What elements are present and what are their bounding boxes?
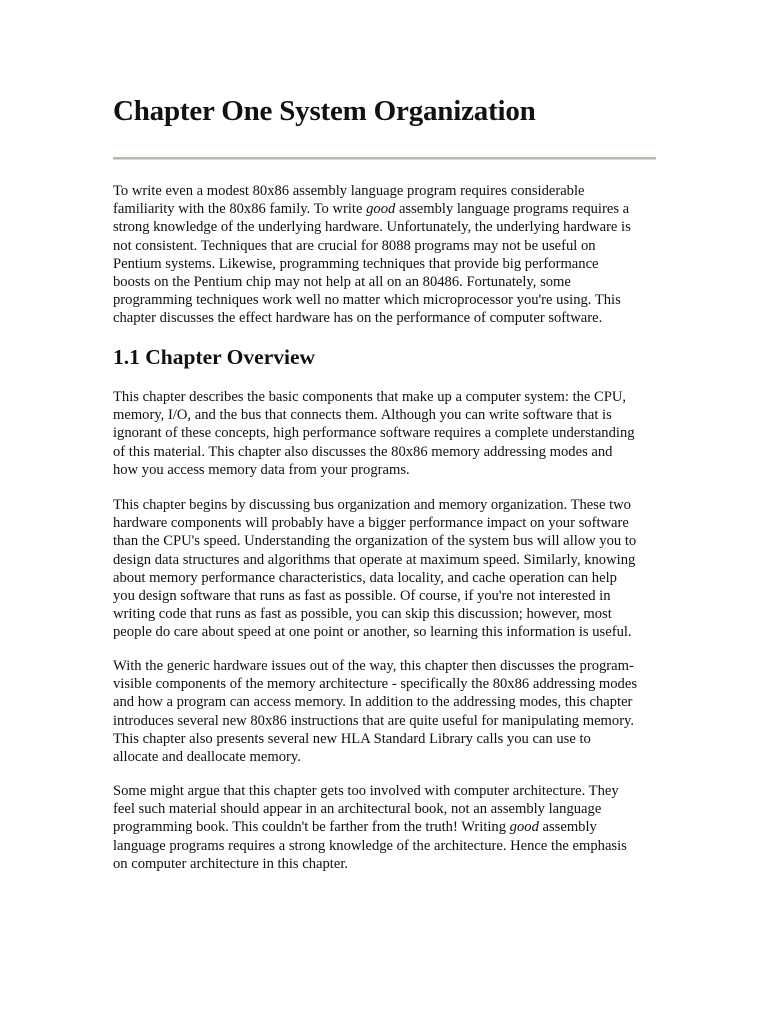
- text-line: [113, 461, 656, 479]
- intro-paragraph: [113, 182, 656, 328]
- text-run: strong knowledge of the underlying hardware. Unfortunately, the underlying hardware is: [113, 219, 631, 236]
- text-line: [113, 569, 656, 587]
- text-line: [113, 657, 656, 675]
- text-line: [113, 605, 656, 623]
- text-run: familiarity with the 80x86 family. To write: [113, 201, 367, 218]
- text-run: With the generic hardware issues out of the way, this chapter then discusses the program-: [113, 658, 634, 674]
- text-run: people do care about speed at one point or another, so learning this information is useful.: [113, 624, 632, 641]
- text-line: [113, 237, 656, 255]
- text-run: feel such material should appear in an architectural book, not an assembly language: [113, 801, 602, 818]
- text-run: than the CPU's speed. Understanding the organization of the system bus will allow you to: [113, 533, 637, 550]
- text-line: [113, 273, 656, 291]
- text-line: [113, 496, 656, 514]
- text-line: [113, 200, 656, 218]
- section-paragraph-2: [113, 496, 656, 642]
- text-line: [113, 693, 656, 711]
- text-line: [113, 406, 656, 424]
- text-line: [113, 623, 656, 641]
- text-run: assembly language programs requires a: [395, 201, 630, 218]
- section-paragraph-4: [113, 782, 656, 873]
- text-line: [113, 837, 656, 855]
- text-run: not consistent. Techniques that are crucial for 8088 programs may not be useful on: [113, 237, 596, 254]
- title-divider: [113, 157, 656, 160]
- text-run: Pentium systems. Likewise, programming techniques that provide big performance: [113, 255, 599, 272]
- text-line: [113, 712, 656, 730]
- text-line: [113, 255, 656, 273]
- text-run: you design software that runs as fast as possible. Of course, if you're not interested in: [113, 588, 611, 605]
- text-line: [113, 309, 656, 327]
- text-run: This chapter also presents several new HLA Standard Library calls you can use to: [113, 730, 591, 747]
- text-run: Some might argue that this chapter gets too involved with computer architecture. They: [113, 783, 619, 799]
- text-run: programming techniques work well no matter which microprocessor you're using. This: [113, 292, 621, 309]
- text-line: [113, 291, 656, 309]
- text-run: programming book. This couldn't be farther from the truth! Writing: [113, 819, 510, 836]
- text-run: language programs requires a strong knowledge of the architecture. Hence the emphasis: [113, 837, 627, 854]
- text-line: [113, 218, 656, 236]
- text-run: This chapter begins by discussing bus organization and memory organization. These two: [113, 497, 631, 513]
- text-run: allocate and deallocate memory.: [113, 749, 301, 766]
- text-line: [113, 424, 656, 442]
- text-run: introduces several new 80x86 instructions that are quite useful for manipulating memory.: [113, 712, 635, 729]
- text-run: writing code that runs as fast as possible, you can skip this discussion; however, most: [113, 606, 612, 623]
- text-run: about memory performance characteristics, data locality, and cache operation can help: [113, 569, 617, 586]
- text-line: [113, 818, 656, 836]
- text-run: chapter discusses the effect hardware has on the performance of computer software.: [113, 310, 603, 327]
- emphasis-text: good: [509, 819, 539, 836]
- text-line: [113, 388, 656, 406]
- section-paragraph-3: [113, 657, 656, 766]
- text-line: [113, 675, 656, 693]
- section-paragraph-1: [113, 388, 656, 479]
- text-line: [113, 532, 656, 550]
- text-run: hardware components will probably have a bigger performance impact on your software: [113, 515, 629, 532]
- text-run: design data structures and algorithms that operate at maximum speed. Similarly, knowing: [113, 551, 636, 568]
- text-run: To write even a modest 80x86 assembly language program requires considerable: [113, 183, 585, 199]
- text-run: ignorant of these concepts, high performance software requires a complete understanding: [113, 425, 635, 442]
- text-run: of this material. This chapter also discusses the 80x86 memory addressing modes and: [113, 443, 613, 460]
- text-line: [113, 182, 656, 200]
- emphasis-text: good: [366, 201, 396, 218]
- text-line: [113, 514, 656, 532]
- text-line: [113, 782, 656, 800]
- text-run: visible components of the memory architecture - specifically the 80x86 addressing modes: [113, 676, 638, 693]
- text-run: how you access memory data from your programs.: [113, 461, 410, 478]
- section-title: 1.1 Chapter Overview: [113, 345, 316, 369]
- text-line: [113, 855, 656, 873]
- text-run: assembly: [538, 819, 597, 836]
- text-line: [113, 730, 656, 748]
- text-line: [113, 551, 656, 569]
- text-line: [113, 443, 656, 461]
- text-run: and how a program can access memory. In addition to the addressing modes, this chapter: [113, 694, 633, 711]
- text-line: [113, 748, 656, 766]
- text-run: boosts on the Pentium chip may not help at all on an 80486. Fortunately, some: [113, 274, 571, 291]
- text-run: memory, I/O, and the bus that connects them. Although you can write software that is: [113, 407, 612, 424]
- text-run: This chapter describes the basic components that make up a computer system: the CPU,: [113, 389, 627, 405]
- text-line: [113, 800, 656, 818]
- text-run: on computer architecture in this chapter.: [113, 855, 349, 872]
- text-line: [113, 587, 656, 605]
- chapter-title: Chapter One System Organization: [113, 95, 536, 127]
